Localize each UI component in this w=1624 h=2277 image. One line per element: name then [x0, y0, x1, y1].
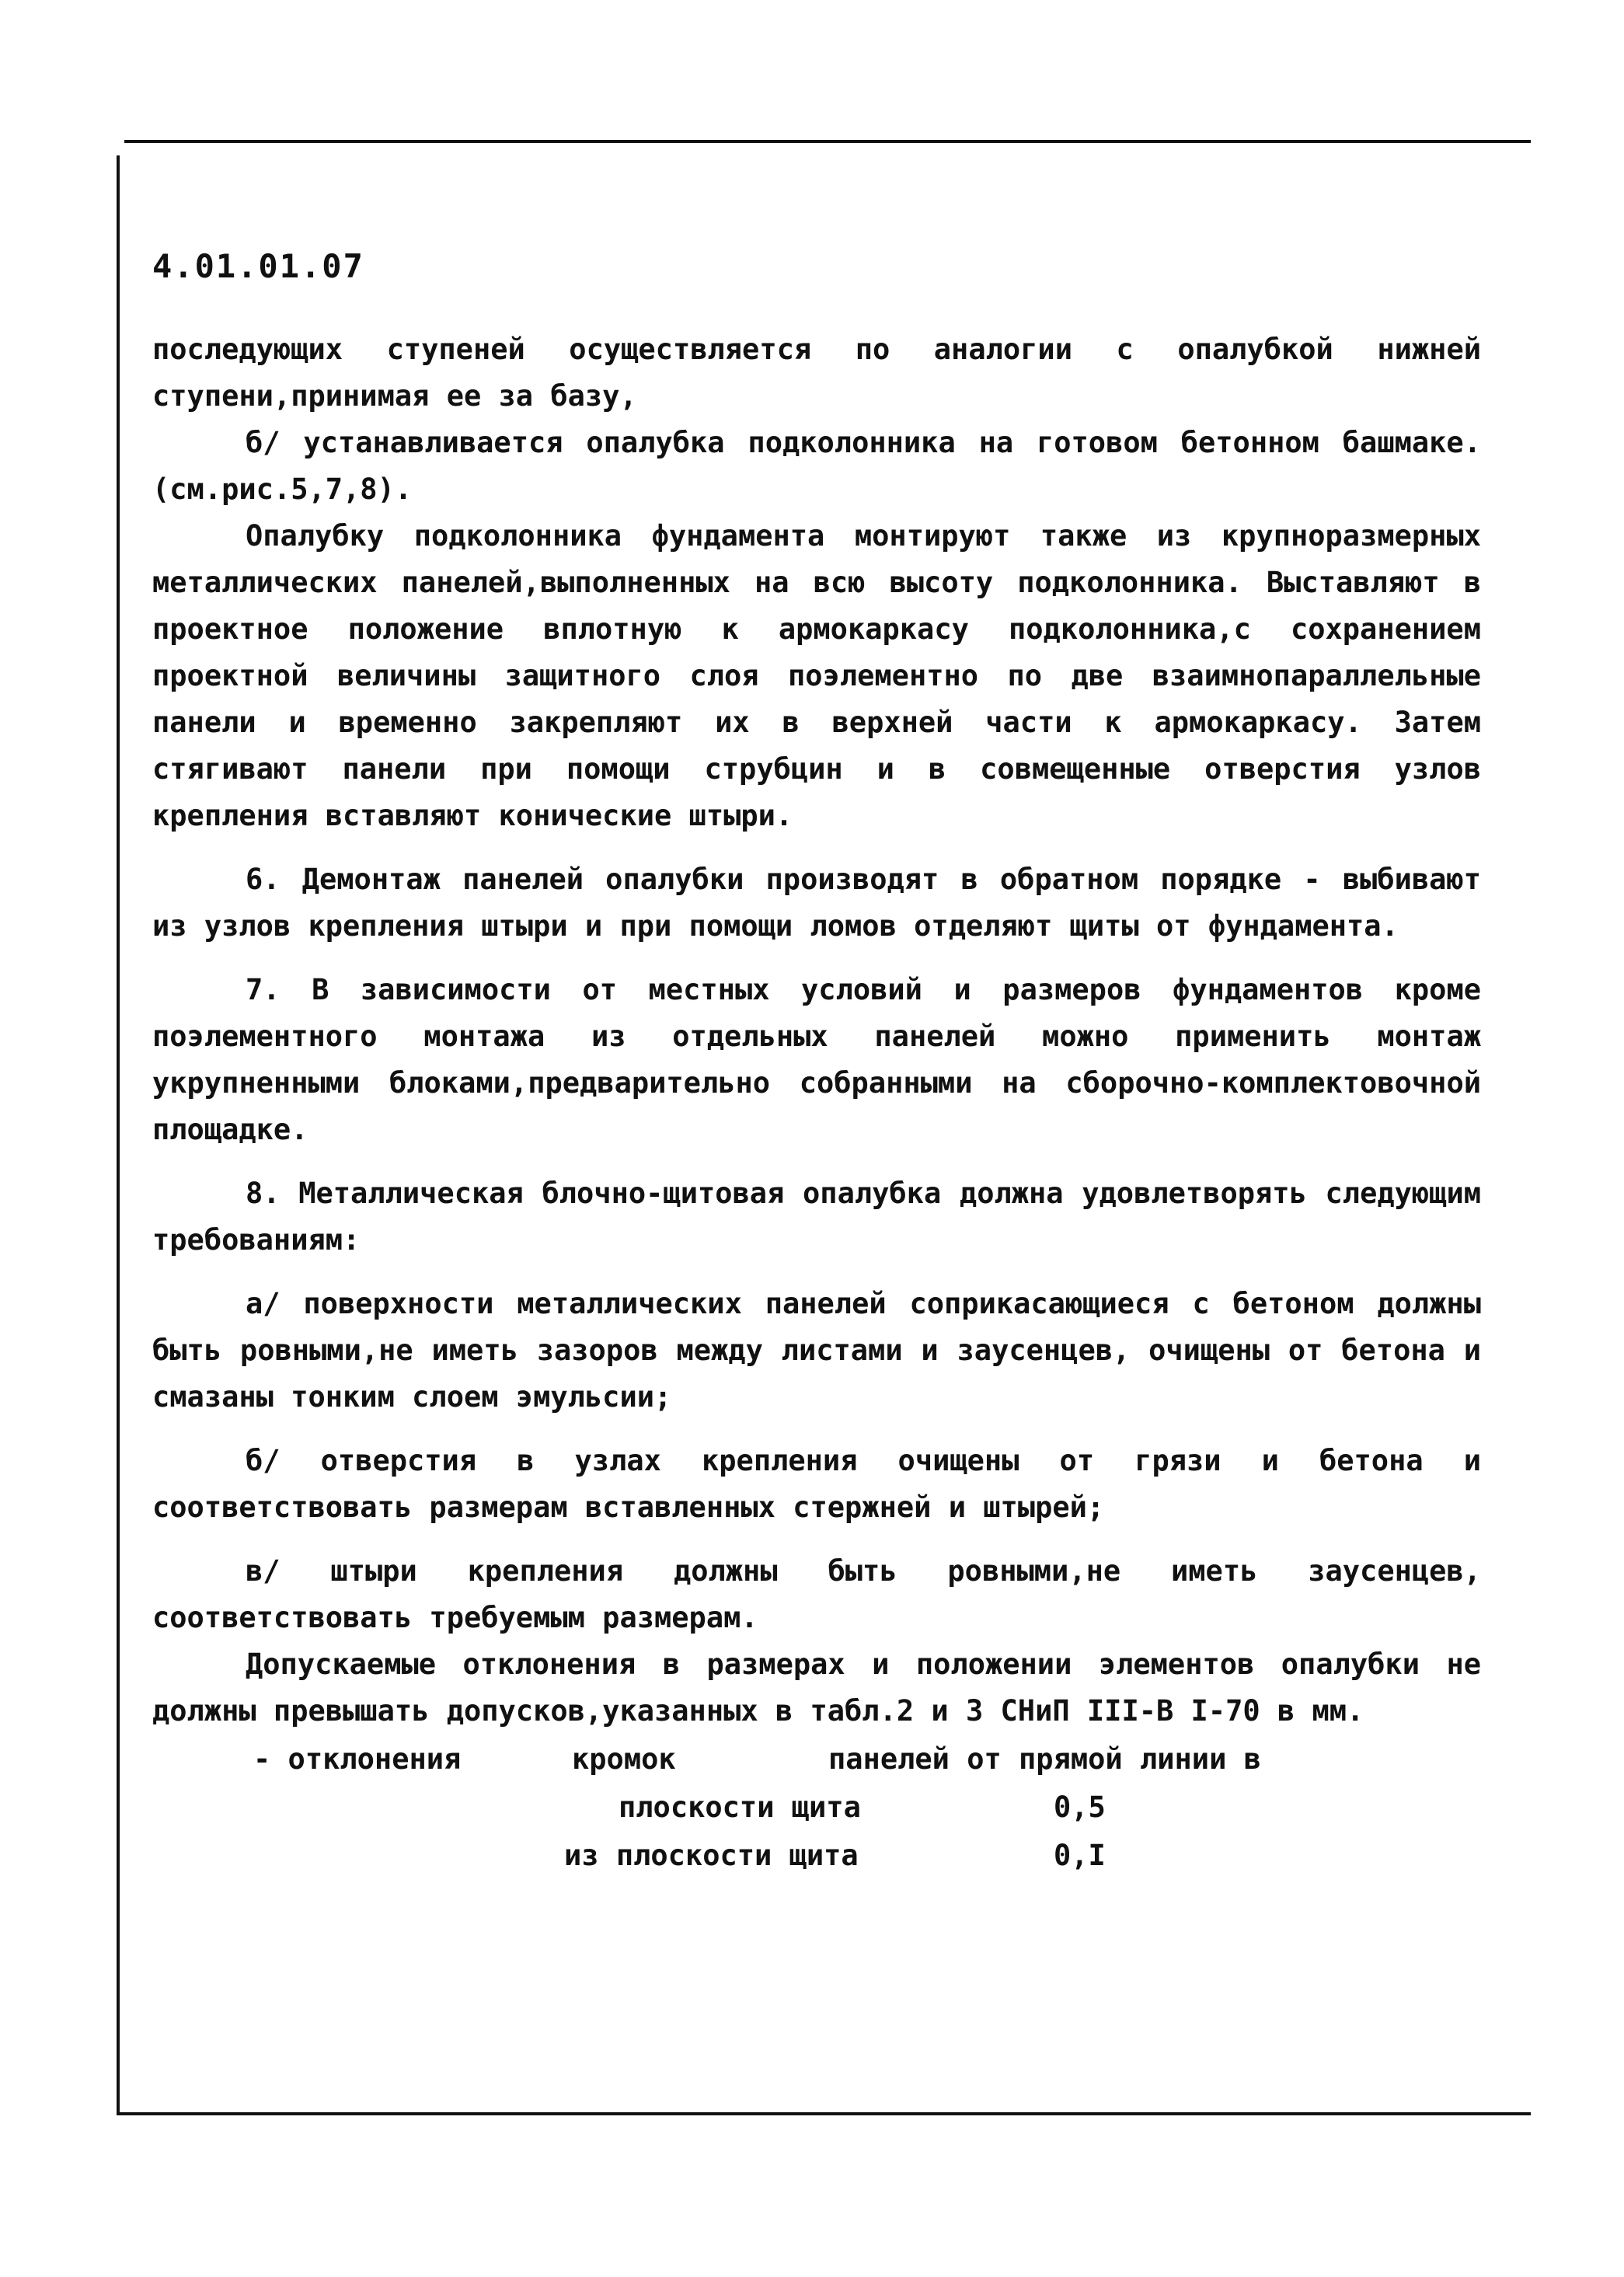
tolerance-col1: - отклонения — [253, 1742, 462, 1776]
paragraph-8-requirements: 8. Металлическая блочно-щитовая опалубка должна удовлетворять следующим требованиям: — [152, 1177, 1481, 1257]
page-body — [152, 326, 1481, 1884]
paragraph-item-b: б/ устанавливается опалубка подколонника на готовом бетонном башмаке. (см.рис.5,7,8). — [152, 426, 1481, 506]
paragraph-continuation: последующих ступеней осуществляется по аналогии с опалубкой нижней ступени,принимая ее за базу, — [152, 333, 1481, 413]
frame-left-border — [117, 155, 120, 2114]
tolerance-row2-label: из плоскости щита — [564, 1839, 859, 1872]
frame-bottom-border — [117, 2112, 1531, 2115]
frame-top-border — [124, 140, 1531, 143]
tolerance-col2: кромок — [572, 1742, 676, 1776]
document-number: 4.01.01.07 — [152, 247, 364, 285]
paragraph-tolerances: Допускаемые отклонения в размерах и положении элементов опалубки не должны превышать допусков,указанных в табл.2 и 3 СНиП III-В I-70 в мм. — [152, 1648, 1481, 1728]
paragraph-subcolumn-formwork: Опалубку подколонника фундамента монтируют также из крупноразмерных металлических панелей,выполненных на всю высоту подколонника. Выставляют в проектное положение вплотную к армокаркасу подколонника,с сохранением проектной величины защитного слоя поэлементно по две взаимнопараллельные панели и временно закрепляют их в верхней части к армокаркасу. Затем стягивают панели при помощи струбцин и в совмещенные отверстия узлов крепления вставляют конические штыри. — [152, 519, 1481, 832]
tolerance-row1-value: 0,5 — [1054, 1791, 1106, 1824]
tolerance-row2-value: 0,I — [1054, 1839, 1106, 1872]
paragraph-7-block-assembly: 7. В зависимости от местных условий и размеров фундаментов кроме поэлементного монтажа из отдельных панелей можно применить монтаж укрупненными блоками,предварительно собранными на сборочно-комплектовочной площадке. — [152, 973, 1481, 1146]
requirement-b: б/ отверстия в узлах крепления очищены от грязи и бетона и соответствовать размерам вставленных стержней и штырей; — [152, 1444, 1481, 1524]
requirement-v: в/ штыри крепления должны быть ровными,не иметь заусенцев, соответствовать требуемым размерам. — [152, 1554, 1481, 1634]
requirement-a: а/ поверхности металлических панелей соприкасающиеся с бетоном должны быть ровными,не иметь зазоров между листами и заусенцев, очищены от бетона и смазаны тонким слоем эмульсии; — [152, 1287, 1481, 1414]
tolerance-col3: панелей от прямой линии в — [828, 1742, 1261, 1776]
tolerance-row1-label: плоскости щита — [619, 1791, 861, 1824]
paragraph-6-dismantling: 6. Демонтаж панелей опалубки производят в обратном порядке - выбивают из узлов крепления штыри и при помощи ломов отделяют щиты от фундамента. — [152, 863, 1481, 943]
tolerance-table — [152, 1736, 1481, 1884]
